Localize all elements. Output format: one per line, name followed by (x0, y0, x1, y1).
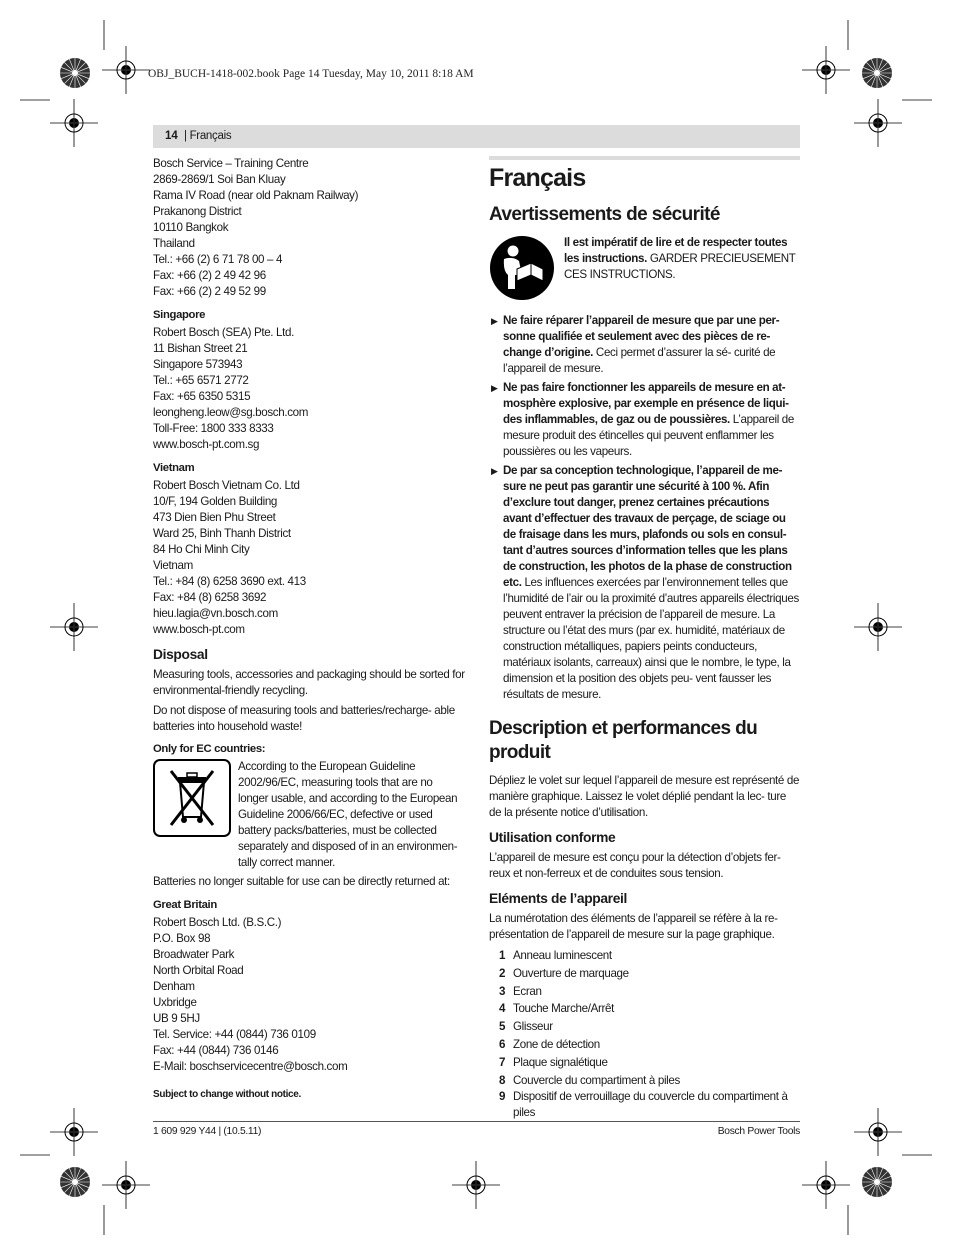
list-item (499, 1036, 800, 1054)
address-line: 11 Bishan Street 21 (153, 342, 248, 355)
address-line: Denham (153, 980, 195, 993)
item-text: Ouverture de marquage (513, 966, 629, 980)
safety-heading: Avertissements de sécurité (489, 204, 720, 225)
item-number: 9 (499, 1090, 506, 1104)
footer-doc-number: 1 609 929 Y44 | (10.5.11) (153, 1126, 262, 1137)
list-item (499, 1054, 800, 1072)
item-number: 3 (499, 984, 506, 998)
item-number: 4 (499, 1002, 506, 1016)
list-item (499, 1089, 800, 1121)
address-line: Rama IV Road (near old Paknam Railway) (153, 189, 359, 202)
website: www.bosch-pt.com.sg (153, 438, 260, 451)
address-line: 84 Ho Chi Minh City (153, 543, 250, 556)
list-item (499, 1018, 800, 1036)
country-label-great-britain: Great Britain (153, 899, 217, 911)
email-address: hieu.lagia@vn.bosch.com (153, 607, 278, 620)
crossed-bin-icon (153, 759, 231, 837)
item-number: 2 (499, 966, 506, 980)
country-label-singapore: Singapore (153, 309, 206, 321)
list-item (499, 983, 800, 1001)
safety-bullet (489, 380, 800, 460)
address-line: 2869-2869/1 Soi Ban Kluay (153, 173, 286, 186)
address-line: Bosch Service – Training Centre (153, 157, 309, 170)
address-line: Vietnam (153, 559, 193, 572)
address-line: Fax: +84 (8) 6258 3692 (153, 591, 267, 604)
website: www.bosch-pt.com (153, 623, 245, 636)
bullet-normal: Ceci permet d’assurer la sé- curité de l’appareil de mesure. (503, 346, 776, 375)
address-vietnam (153, 478, 465, 638)
disposal-paragraph: Do not dispose of measuring tools and batteries/recharge- able batteries into household waste! (153, 704, 455, 733)
warning-normal: GARDER PRECIEUSEMENT CES INSTRUCTIONS. (564, 252, 796, 281)
elements-list (499, 947, 800, 1121)
bullet-bold: Ne pas faire fonctionner les appareils de mesure en at- mosphère explosive, par exemple en présence de liqui- des inflammables, de gaz ou de poussières. (503, 381, 789, 426)
address-bangkok (153, 156, 465, 300)
item-text: Ecran (513, 984, 542, 998)
address-line: UB 9 5HJ (153, 1012, 200, 1025)
address-singapore (153, 325, 465, 453)
use-text: L’appareil de mesure est conçu pour la détection d’objets fer- reux et non-ferreux et de conduites sous tension. (489, 851, 781, 880)
address-line: Tel.: +65 6571 2772 (153, 374, 249, 387)
address-line: 10110 Bangkok (153, 221, 229, 234)
triangle-bullet-icon: ▶ (491, 383, 498, 393)
item-text: Dispositif de verrouillage du couvercle du compartiment à piles (513, 1090, 788, 1120)
country-label-vietnam: Vietnam (153, 462, 195, 474)
weee-block (153, 759, 465, 871)
bullet-normal: Les influences exercées par l’environnement telles que l’humidité de l’air ou la proximité d’autres appareils électriques peuvent entraver la précision de l’appareil de mesure. La structure ou l’état des murs (par ex. humidité, matériaux de construction métalliques, papiers peints conducteurs, matériaux isolants, carreaux) ainsi que le nombre, le type, la dimension et la position des objets peu- vent fausser les résultats de mesure. (503, 576, 799, 701)
address-line: Robert Bosch Vietnam Co. Ltd (153, 479, 300, 492)
footer-brand: Bosch Power Tools (717, 1126, 800, 1137)
elements-heading: Eléments de l’appareil (489, 891, 627, 906)
list-item (499, 965, 800, 983)
item-number: 6 (499, 1037, 506, 1051)
list-item (499, 947, 800, 965)
use-heading: Utilisation conforme (489, 830, 616, 845)
address-line: Tel.: +84 (8) 6258 3690 ext. 413 (153, 575, 306, 588)
safety-bullet (489, 313, 800, 377)
address-line: Fax: +65 6350 5315 (153, 390, 251, 403)
list-item (499, 1000, 800, 1018)
address-line: 10/F, 194 Golden Building (153, 495, 278, 508)
email-address: E-Mail: boschservicecentre@bosch.com (153, 1060, 348, 1073)
address-line: Prakanong District (153, 205, 242, 218)
description-text: Dépliez le volet sur lequel l’appareil de mesure est représenté de manière graphique. Laissez le volet déplié pendant la lec- ture de la présente notice d’utilisation. (489, 774, 800, 819)
triangle-bullet-icon: ▶ (491, 316, 498, 326)
safety-bullet (489, 463, 800, 703)
warning-bold: Il est impératif de lire et de respecter toutes les instructions. (564, 236, 788, 265)
email-address: leongheng.leow@sg.bosch.com (153, 406, 309, 419)
title-rule (489, 156, 800, 160)
bullet-bold: Ne faire réparer l’appareil de mesure que par une per- sonne qualifiée et seulement avec des pièces de re- change d’origine. (503, 314, 780, 359)
read-instructions-warning (489, 235, 800, 301)
ec-label: Only for EC countries: (153, 743, 266, 755)
address-line: 473 Dien Bien Phu Street (153, 511, 276, 524)
address-line: Tel. Service: +44 (0844) 736 0109 (153, 1028, 316, 1041)
item-number: 1 (499, 949, 506, 962)
address-line: Fax: +66 (2) 2 49 52 99 (153, 285, 266, 298)
page-title: Français (489, 164, 586, 192)
item-text: Anneau luminescent (513, 949, 612, 962)
address-line: Ward 25, Binh Thanh District (153, 527, 291, 540)
bullet-bold: De par sa conception technologique, l’appareil de me- sure ne peut pas garantir une sécurité à 100 %. Afin d’exclure tout danger, prenez certaines précautions avant d’effectuer des travaux de perçage, de sciage ou de fraisage dans les murs, plafonds ou sols en consul- tant d’autres sources d’information telles que les plans de construction, les photos de la phase de construction etc. (503, 464, 792, 589)
list-item (499, 1072, 800, 1090)
item-text: Glisseur (513, 1020, 553, 1034)
disposal-heading: Disposal (153, 647, 208, 662)
bullet-normal: L’appareil de mesure produit des étincelles qui peuvent enflammer les poussières ou les vapeurs. (503, 413, 794, 458)
header-section: | Français (184, 130, 232, 142)
item-text: Zone de détection (513, 1037, 600, 1051)
triangle-bullet-icon: ▶ (491, 466, 498, 476)
disposal-paragraph: Measuring tools, accessories and packaging should be sorted for environmental-friendly recycling. (153, 668, 465, 697)
left-column (153, 156, 465, 1103)
right-column (489, 156, 800, 1121)
item-text: Plaque signalétique (513, 1055, 608, 1069)
read-manual-icon (489, 235, 555, 301)
address-line: Singapore 573943 (153, 358, 243, 371)
item-text: Touche Marche/Arrêt (513, 1002, 614, 1016)
address-line: Fax: +44 (0844) 736 0146 (153, 1044, 279, 1057)
address-line: North Orbital Road (153, 964, 244, 977)
address-line: P.O. Box 98 (153, 932, 211, 945)
subject-to-change-notice: Subject to change without notice. (153, 1089, 301, 1100)
ec-directive-text: According to the European Guideline 2002/96/EC, measuring tools that are no longer usable, and according to the European Guideline 2006/66/EC, defective or used battery packs/batteries, must be collected separately and disposed of in an environmen- tally correct manner. (238, 760, 458, 869)
item-number: 5 (499, 1020, 506, 1034)
address-line: Tel.: +66 (2) 6 71 78 00 – 4 (153, 253, 283, 266)
address-line: Robert Bosch Ltd. (B.S.C.) (153, 916, 282, 929)
address-line: Uxbridge (153, 996, 197, 1009)
address-line: Fax: +66 (2) 2 49 42 96 (153, 269, 266, 282)
address-great-britain (153, 915, 465, 1075)
page-header (153, 125, 800, 148)
address-line: Toll-Free: 1800 333 8333 (153, 422, 274, 435)
address-line: Thailand (153, 237, 195, 250)
item-number: 7 (499, 1055, 506, 1069)
elements-text: La numérotation des éléments de l’appareil se réfère à la re- présentation de l’appareil de mesure sur la page graphique. (489, 912, 778, 941)
item-text: Couvercle du compartiment à piles (513, 1073, 680, 1087)
warning-text (564, 235, 800, 301)
address-line: Robert Bosch (SEA) Pte. Ltd. (153, 326, 294, 339)
footer-rule (153, 1121, 800, 1122)
description-heading: Description et performances du produit (489, 718, 758, 763)
page-number: 14 (165, 130, 178, 142)
address-line: Broadwater Park (153, 948, 235, 961)
print-slug: OBJ_BUCH-1418-002.book Page 14 Tuesday, May 10, 2011 8:18 AM (148, 68, 474, 80)
item-number: 8 (499, 1073, 506, 1087)
batteries-return-text: Batteries no longer suitable for use can be directly returned at: (153, 875, 450, 888)
